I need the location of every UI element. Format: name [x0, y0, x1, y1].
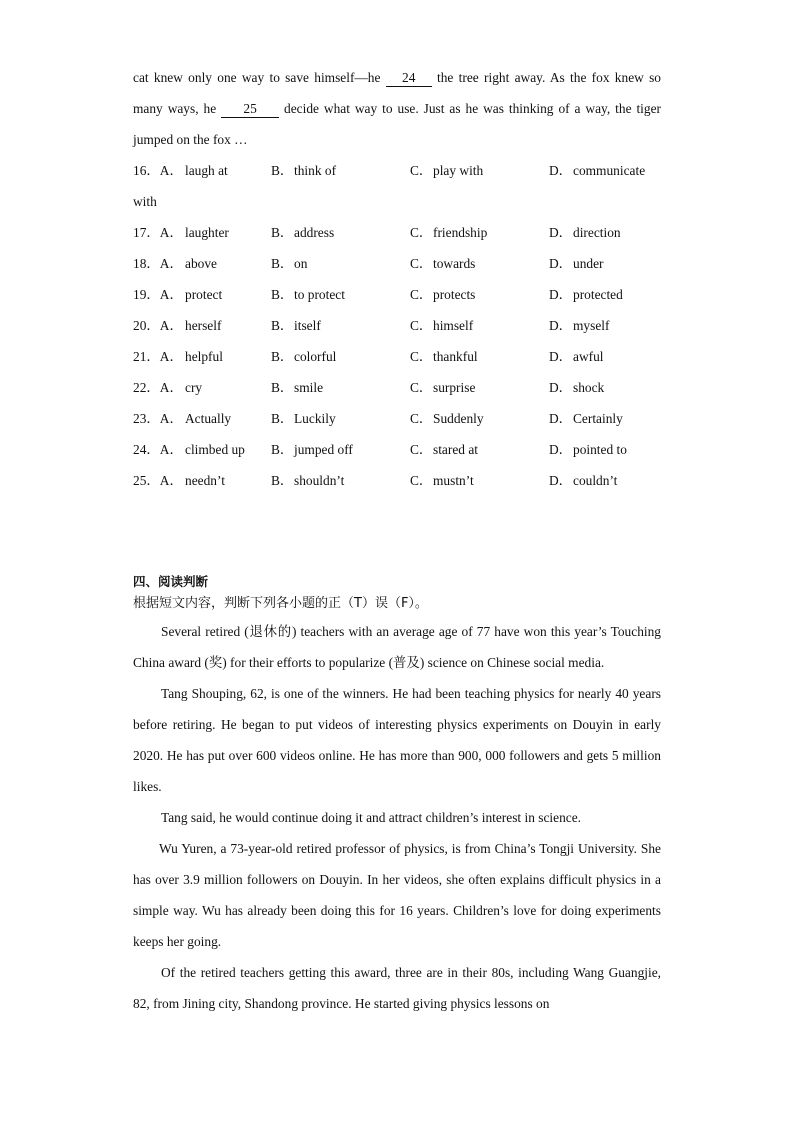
option-letter-b: B．: [271, 411, 294, 426]
option-letter-d: D．: [549, 349, 573, 364]
question-23: [133, 403, 661, 434]
blank-25: 25: [221, 101, 279, 118]
option-letter-b: B．: [271, 380, 294, 395]
option-letter-d: D．: [549, 380, 573, 395]
question-number: 20．A．: [133, 318, 183, 333]
option-d: under: [573, 256, 604, 271]
option-c: towards: [433, 256, 476, 271]
question-21: [133, 341, 661, 372]
question-number: 19．A．: [133, 287, 183, 302]
option-a: laughter: [185, 225, 229, 240]
option-letter-b: B．: [271, 349, 294, 364]
option-a: laugh at: [185, 163, 228, 178]
option-b: on: [294, 256, 308, 271]
document-page: [133, 62, 661, 1019]
question-17: [133, 217, 661, 248]
option-letter-d: D．: [549, 318, 573, 333]
option-letter-c: C．: [410, 287, 433, 302]
option-letter-c: C．: [410, 349, 433, 364]
question-number: 25．A．: [133, 473, 183, 488]
option-a: Actually: [185, 411, 232, 426]
option-letter-b: B．: [271, 473, 294, 488]
option-b: to protect: [294, 287, 345, 302]
option-letter-c: C．: [410, 163, 433, 178]
option-b: itself: [294, 318, 321, 333]
option-letter-d: D．: [549, 225, 573, 240]
option-letter-b: B．: [271, 442, 294, 457]
option-letter-b: B．: [271, 163, 294, 178]
option-letter-c: C．: [410, 225, 433, 240]
question-24: [133, 434, 661, 465]
question-20: [133, 310, 661, 341]
reading-paragraph-1: Several retired (退休的) teachers with an average age of 77 have won this year’s Touching China award (奖) for their efforts to popularize (普及) science on Chinese social media.: [133, 624, 661, 670]
section-title: 四、阅读判断: [133, 574, 209, 589]
question-number: 21．A．: [133, 349, 183, 364]
option-letter-c: C．: [410, 442, 433, 457]
option-d: myself: [573, 318, 610, 333]
option-a: helpful: [185, 349, 223, 364]
passage-text: cat knew only one way to save himself—he: [133, 70, 386, 85]
option-d: pointed to: [573, 442, 627, 457]
option-d: Certainly: [573, 411, 623, 426]
question-number: 18．A．: [133, 256, 183, 271]
option-a: above: [185, 256, 217, 271]
reading-paragraph-5: Of the retired teachers getting this award, three are in their 80s, including Wang Guangjie, 82, from Jining city, Shandong province. He started giving physics lessons on: [133, 965, 661, 1011]
option-a: climbed up: [185, 442, 245, 457]
option-c: Suddenly: [433, 411, 484, 426]
question-number: 16．A．: [133, 163, 183, 178]
option-b: address: [294, 225, 335, 240]
option-a: herself: [185, 318, 222, 333]
question-19: [133, 279, 661, 310]
option-a: cry: [185, 380, 203, 395]
option-letter-b: B．: [271, 256, 294, 271]
option-d-wrap: with: [133, 194, 157, 209]
option-letter-d: D．: [549, 442, 573, 457]
option-letter-c: C．: [410, 380, 433, 395]
option-c: surprise: [433, 380, 476, 395]
reading-paragraph-4: Wu Yuren, a 73-year-old retired professor of physics, is from China’s Tongji University. She has over 3.9 million followers on Douyin. In her videos, she often explains difficult physics in a simple way. Wu has already been doing this for 16 years. Children’s love for doing experiments keeps her going.: [133, 841, 661, 949]
option-c: stared at: [433, 442, 478, 457]
option-letter-b: B．: [271, 287, 294, 302]
option-c: friendship: [433, 225, 488, 240]
option-a: needn’t: [185, 473, 225, 488]
reading-paragraph-2: Tang Shouping, 62, is one of the winners. He had been teaching physics for nearly 40 years before retiring. He began to put videos of interesting physics experiments on Douyin in early 2020. He has put over 600 videos online. He has more than 900, 000 followers and gets 5 million likes.: [133, 686, 661, 794]
question-number: 22．A．: [133, 380, 183, 395]
option-letter-c: C．: [410, 411, 433, 426]
question-16: [133, 155, 661, 186]
passage-text: decide what way to use. Just as he was thinking of a way, the tiger jumped on the fox …: [133, 101, 661, 147]
question-number: 17．A．: [133, 225, 183, 240]
option-b: jumped off: [294, 442, 353, 457]
option-letter-b: B．: [271, 225, 294, 240]
option-b: Luckily: [294, 411, 336, 426]
question-25: [133, 465, 661, 496]
option-c: himself: [433, 318, 474, 333]
question-number: 24．A．: [133, 442, 183, 457]
option-letter-d: D．: [549, 163, 573, 178]
option-b: shouldn’t: [294, 473, 345, 488]
option-d: communicate: [573, 163, 646, 178]
blank-24: 24: [386, 70, 432, 87]
reading-paragraph-3: Tang said, he would continue doing it and attract children’s interest in science.: [161, 810, 581, 825]
option-c: play with: [433, 163, 484, 178]
question-list: [133, 155, 661, 496]
option-letter-c: C．: [410, 473, 433, 488]
question-number: 23．A．: [133, 411, 183, 426]
option-d: shock: [573, 380, 605, 395]
option-letter-c: C．: [410, 318, 433, 333]
option-letter-d: D．: [549, 411, 573, 426]
option-c: thankful: [433, 349, 478, 364]
option-d: awful: [573, 349, 604, 364]
option-c: mustn’t: [433, 473, 474, 488]
question-18: [133, 248, 661, 279]
option-b: think of: [294, 163, 337, 178]
option-letter-d: D．: [549, 287, 573, 302]
option-letter-d: D．: [549, 473, 573, 488]
option-letter-d: D．: [549, 256, 573, 271]
option-letter-b: B．: [271, 318, 294, 333]
option-c: protects: [433, 287, 476, 302]
option-b: smile: [294, 380, 324, 395]
section-instruction: 根据短文内容，判断下列各小题的正（T）误（F）。: [133, 596, 428, 611]
option-d: protected: [573, 287, 623, 302]
option-letter-c: C．: [410, 256, 433, 271]
option-d: couldn’t: [573, 473, 618, 488]
option-b: colorful: [294, 349, 337, 364]
question-22: [133, 372, 661, 403]
option-d: direction: [573, 225, 621, 240]
option-a: protect: [185, 287, 223, 302]
passage-continuation: [133, 62, 661, 155]
passage-text: the tree right away. As the fox knew so many ways, he: [133, 70, 661, 116]
